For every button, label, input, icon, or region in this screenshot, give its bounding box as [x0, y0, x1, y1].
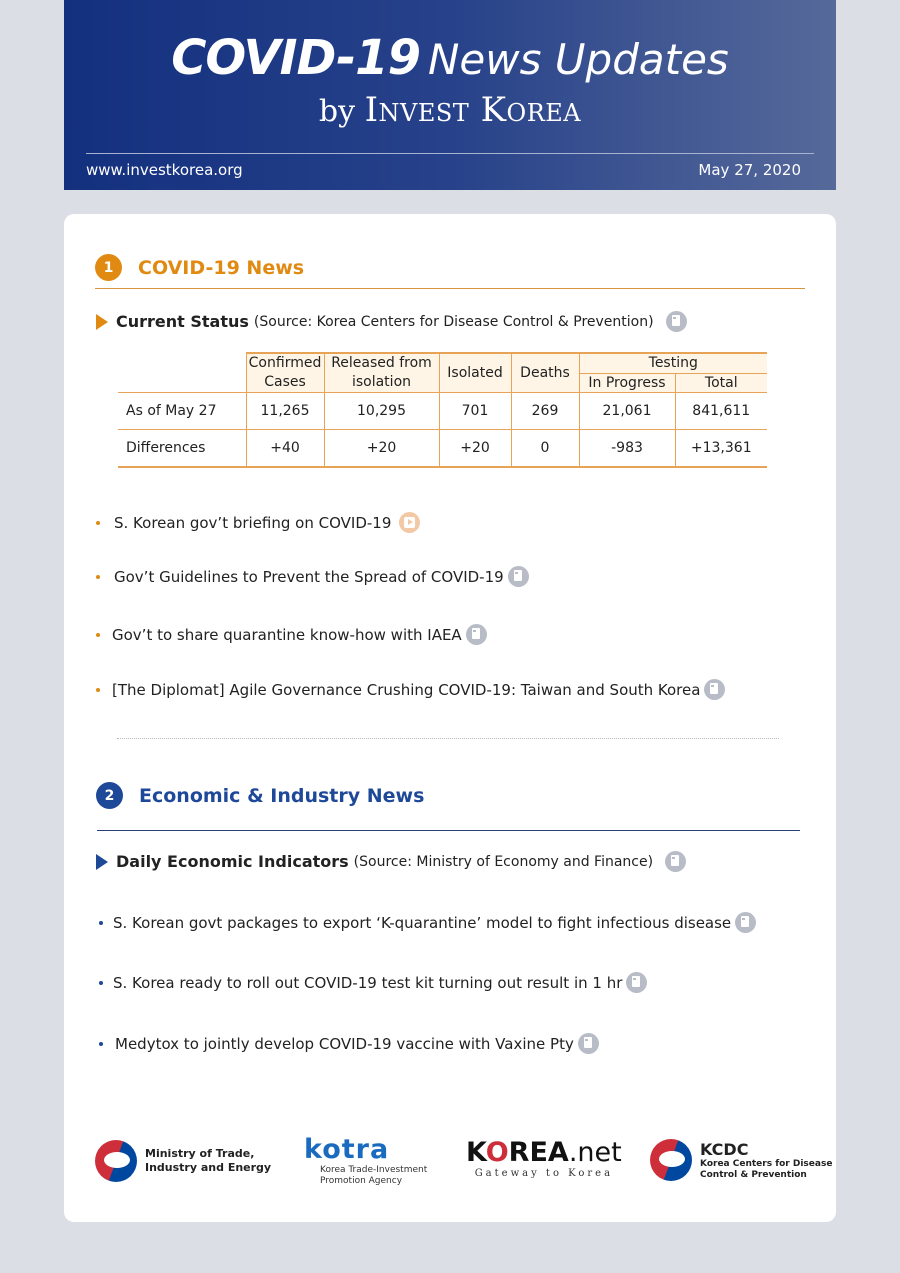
invest-korea-brand: Invest Korea	[364, 90, 582, 130]
cell-released: +20	[324, 430, 439, 467]
kcdc-logo[interactable]: KCDC Korea Centers for Disease Control & Prevention	[650, 1139, 832, 1181]
newsletter-subtitle: by Invest Korea	[318, 90, 582, 130]
cell-deaths: 0	[511, 430, 579, 467]
col-header-deaths: Deaths	[511, 353, 579, 393]
section-divider	[95, 288, 805, 289]
korea-net-logo[interactable]: KOREA.net Gateway to Korea	[466, 1137, 622, 1179]
dotted-divider	[117, 738, 779, 739]
issue-date: May 27, 2020	[698, 161, 801, 179]
cell-total: 841,611	[675, 393, 767, 430]
partner-logos	[64, 1134, 836, 1194]
cell-confirmed: 11,265	[246, 393, 324, 430]
document-icon[interactable]	[665, 851, 686, 872]
bullet-dot	[99, 921, 103, 925]
motie-logo[interactable]: Ministry of Trade, Industry and Energy	[95, 1140, 271, 1182]
bullet-dot	[99, 1042, 103, 1046]
col-header-confirmed: Confirmed Cases	[246, 353, 324, 393]
bullet-dot	[96, 521, 100, 525]
document-icon[interactable]	[508, 566, 529, 587]
news-item[interactable]: S. Korean govt packages to export ‘K-quarantine’ model to fight infectious disease	[99, 912, 756, 933]
current-status-heading: Current Status (Source: Korea Centers for Disease Control & Prevention)	[96, 311, 687, 332]
cell-total: +13,361	[675, 430, 767, 467]
section-heading-economic-news	[96, 782, 424, 809]
newsletter-title: COVID-19 News Updates	[171, 30, 729, 86]
daily-indicators-heading: Daily Economic Indicators (Source: Ministry of Economy and Finance)	[96, 851, 686, 872]
bullet-dot	[96, 633, 100, 637]
document-icon[interactable]	[666, 311, 687, 332]
col-header-released: Released from isolation	[324, 353, 439, 393]
cell-in-progress: 21,061	[579, 393, 675, 430]
news-item[interactable]: Gov’t to share quarantine know-how with IAEA	[96, 624, 487, 645]
row-label: Differences	[118, 430, 246, 467]
taegeuk-icon	[650, 1139, 692, 1181]
triangle-bullet-icon	[96, 314, 108, 330]
news-item[interactable]: Gov’t Guidelines to Prevent the Spread of COVID-19	[96, 566, 529, 587]
cell-deaths: 269	[511, 393, 579, 430]
section-title: Economic & Industry News	[139, 784, 425, 807]
website-link[interactable]: www.investkorea.org	[86, 161, 243, 179]
section-divider	[97, 830, 800, 831]
news-item[interactable]: S. Korea ready to roll out COVID-19 test kit turning out result in 1 hr	[99, 972, 647, 993]
col-header-total: Total	[675, 374, 767, 393]
cell-released: 10,295	[324, 393, 439, 430]
section-heading-covid-news	[95, 254, 304, 281]
document-icon[interactable]	[578, 1033, 599, 1054]
row-label: As of May 27	[118, 393, 246, 430]
status-table	[118, 352, 767, 468]
col-header-isolated: Isolated	[439, 353, 511, 393]
document-icon[interactable]	[735, 912, 756, 933]
cell-isolated: 701	[439, 393, 511, 430]
kotra-logo[interactable]: kotra Korea Trade-Investment Promotion Agency	[304, 1134, 428, 1186]
taegeuk-icon	[95, 1140, 137, 1182]
table-row	[118, 430, 767, 467]
col-header-testing: Testing	[579, 353, 767, 374]
document-icon[interactable]	[626, 972, 647, 993]
section-number: 1	[95, 254, 122, 281]
news-item[interactable]: Medytox to jointly develop COVID-19 vaccine with Vaxine Pty	[99, 1033, 599, 1054]
document-icon[interactable]	[466, 624, 487, 645]
cell-confirmed: +40	[246, 430, 324, 467]
cell-isolated: +20	[439, 430, 511, 467]
bullet-dot	[96, 575, 100, 579]
video-icon[interactable]	[399, 512, 420, 533]
news-item[interactable]: S. Korean gov’t briefing on COVID-19	[96, 512, 420, 533]
header-banner	[64, 0, 836, 190]
document-icon[interactable]	[704, 679, 725, 700]
col-header-in-progress: In Progress	[579, 374, 675, 393]
news-item[interactable]: [The Diplomat] Agile Governance Crushing COVID-19: Taiwan and South Korea	[96, 679, 725, 700]
section-number: 2	[96, 782, 123, 809]
triangle-bullet-icon	[96, 854, 108, 870]
bullet-dot	[99, 981, 103, 985]
section-title: COVID-19 News	[138, 256, 305, 279]
bullet-dot	[96, 688, 100, 692]
cell-in-progress: -983	[579, 430, 675, 467]
header-divider	[86, 153, 814, 154]
content-card	[64, 214, 836, 1222]
table-row	[118, 393, 767, 430]
